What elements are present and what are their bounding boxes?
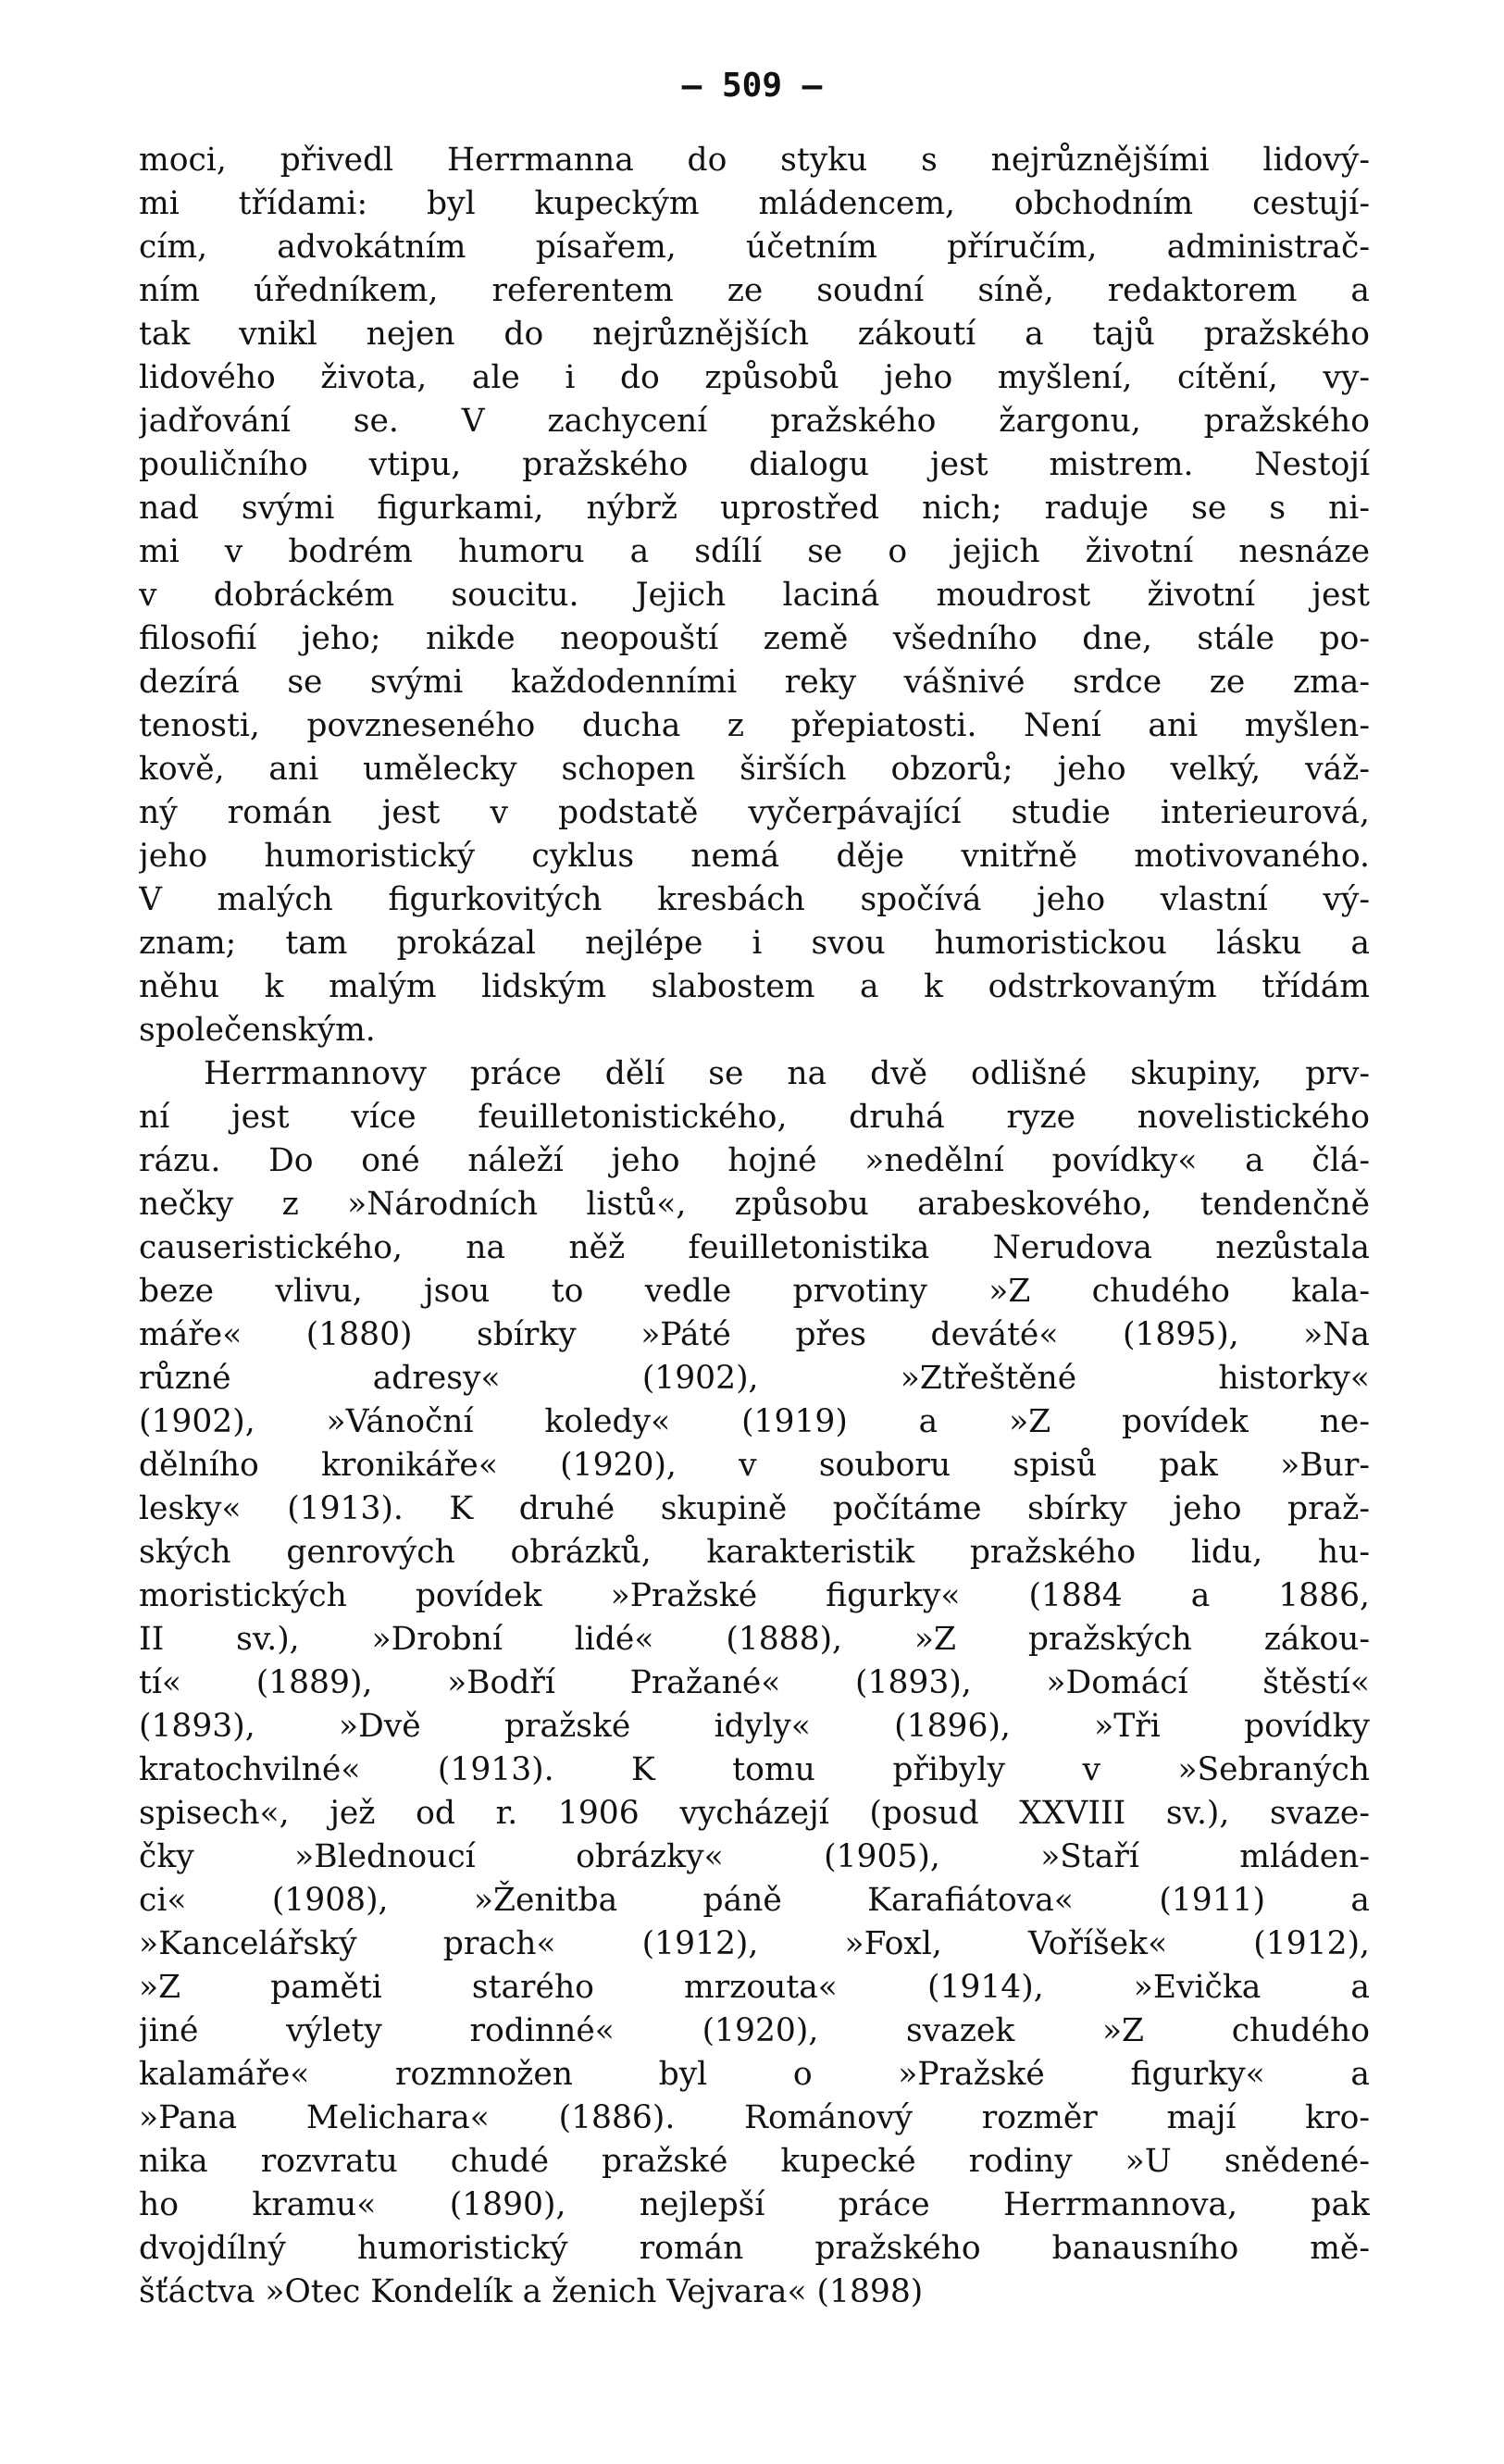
text-line: něhu k malým lidským slabostem a k odstrkovaným třídám xyxy=(139,968,1370,1005)
text-line: moristických povídek »Pražské figurky« (1884 a 1886, xyxy=(139,1577,1370,1614)
text-line: moci, přivedl Herrmanna do styku s nejrůznějšími lidový- xyxy=(139,142,1370,179)
text-line: mi třídami: byl kupeckým mládencem, obchodním cestují- xyxy=(139,185,1370,222)
text-line: filosofií jeho; nikde neopouští země všedního dne, stále po- xyxy=(139,620,1370,657)
text-line: Herrmannovy práce dělí se na dvě odlišné skupiny, prv- xyxy=(204,1055,1370,1092)
text-line: beze vlivu, jsou to vedle prvotiny »Z chudého kala- xyxy=(139,1273,1370,1310)
text-line: causeristického, na něž feuilletonistika Nerudova nezůstala xyxy=(139,1229,1370,1266)
text-line: tak vnikl nejen do nejrůznějších zákoutí a tajů pražského xyxy=(139,316,1370,353)
text-line: jeho humoristický cyklus nemá děje vnitřně motivovaného. xyxy=(139,838,1370,875)
text-line: tí« (1889), »Bodří Pražané« (1893), »Domácí štěstí« xyxy=(139,1664,1370,1701)
text-line: šťáctva »Otec Kondelík a ženich Vejvara« (1898) xyxy=(139,2273,924,2310)
text-line: ním úředníkem, referentem ze soudní síně, redaktorem a xyxy=(139,272,1370,309)
text-line: »Z paměti starého mrzouta« (1914), »Evička a xyxy=(139,1969,1370,2006)
text-line: v dobráckém soucitu. Jejich laciná moudrost životní jest xyxy=(139,577,1370,614)
text-line: »Pana Melichara« (1886). Románový rozměr mají kro- xyxy=(139,2099,1370,2136)
text-line: (1893), »Dvě pražské idyly« (1896), »Tři povídky xyxy=(139,1708,1370,1745)
text-line: tenosti, povzneseného ducha z přepiatosti. Není ani myšlen- xyxy=(139,707,1370,744)
text-line: nad svými figurkami, nýbrž uprostřed nich; raduje se s ni- xyxy=(139,490,1370,527)
text-line: lidového života, ale i do způsobů jeho myšlení, cítění, vy- xyxy=(139,359,1370,396)
text-line: jiné výlety rodinné« (1920), svazek »Z chudého xyxy=(139,2012,1370,2049)
text-line: ný román jest v podstatě vyčerpávající studie interieurová, xyxy=(139,794,1370,831)
text-line: mi v bodrém humoru a sdílí se o jejich životní nesnáze xyxy=(139,533,1370,570)
text-line: nečky z »Národních listů«, způsobu arabeskového, tendenčně xyxy=(139,1186,1370,1223)
text-line: rázu. Do oné náleží jeho hojné »nedělní povídky« a člá- xyxy=(139,1142,1370,1179)
text-line: lesky« (1913). K druhé skupině počítáme sbírky jeho praž- xyxy=(139,1490,1370,1527)
text-line: nika rozvratu chudé pražské kupecké rodiny »U snědené- xyxy=(139,2143,1370,2180)
text-line: (1902), »Vánoční koledy« (1919) a »Z povídek ne- xyxy=(139,1403,1370,1440)
text-line: II sv.), »Drobní lidé« (1888), »Z pražských zákou- xyxy=(139,1621,1370,1658)
text-line: ských genrových obrázků, karakteristik pražského lidu, hu- xyxy=(139,1534,1370,1571)
text-line: dělního kronikáře« (1920), v souboru spisů pak »Bur- xyxy=(139,1447,1370,1484)
text-line: spisech«, jež od r. 1906 vycházejí (posud XXVIII sv.), svaze- xyxy=(139,1795,1370,1832)
text-line: pouličního vtipu, pražského dialogu jest mistrem. Nestojí xyxy=(139,446,1370,483)
text-line: »Kancelářský prach« (1912), »Foxl, Voříšek« (1912), xyxy=(139,1925,1370,1962)
text-line: kalamáře« rozmnožen byl o »Pražské figurky« a xyxy=(139,2056,1370,2093)
text-line: společenským. xyxy=(139,1012,376,1049)
text-line: jadřování se. V zachycení pražského žargonu, pražského xyxy=(139,403,1370,440)
text-line: máře« (1880) sbírky »Páté přes deváté« (1895), »Na xyxy=(139,1316,1370,1353)
text-line: cím, advokátním písařem, účetním příručím, administrač- xyxy=(139,229,1370,266)
text-line: ní jest více feuilletonistického, druhá ryze novelistického xyxy=(139,1099,1370,1136)
text-line: znam; tam prokázal nejlépe i svou humoristickou lásku a xyxy=(139,925,1370,962)
text-line: ho kramu« (1890), nejlepší práce Herrmannova, pak xyxy=(139,2186,1370,2223)
text-line: ci« (1908), »Ženitba páně Karafiátova« (1911) a xyxy=(139,1882,1370,1919)
text-line: různé adresy« (1902), »Ztřeštěné historky« xyxy=(139,1360,1370,1397)
body-text xyxy=(139,139,1370,2314)
text-line: kratochvilné« (1913). K tomu přibyly v »Sebraných xyxy=(139,1751,1370,1788)
text-line: kově, ani umělecky schopen širších obzorů; jeho velký, váž- xyxy=(139,751,1370,788)
text-line: čky »Blednoucí obrázky« (1905), »Staří mláden- xyxy=(139,1838,1370,1875)
text-line: dvojdílný humoristický román pražského banausního mě- xyxy=(139,2230,1370,2267)
page-number: — 509 — xyxy=(681,67,823,105)
text-line: V malých figurkovitých kresbách spočívá jeho vlastní vý- xyxy=(139,881,1370,918)
text-line: dezírá se svými každodenními reky vášnivé srdce ze zma- xyxy=(139,664,1370,701)
